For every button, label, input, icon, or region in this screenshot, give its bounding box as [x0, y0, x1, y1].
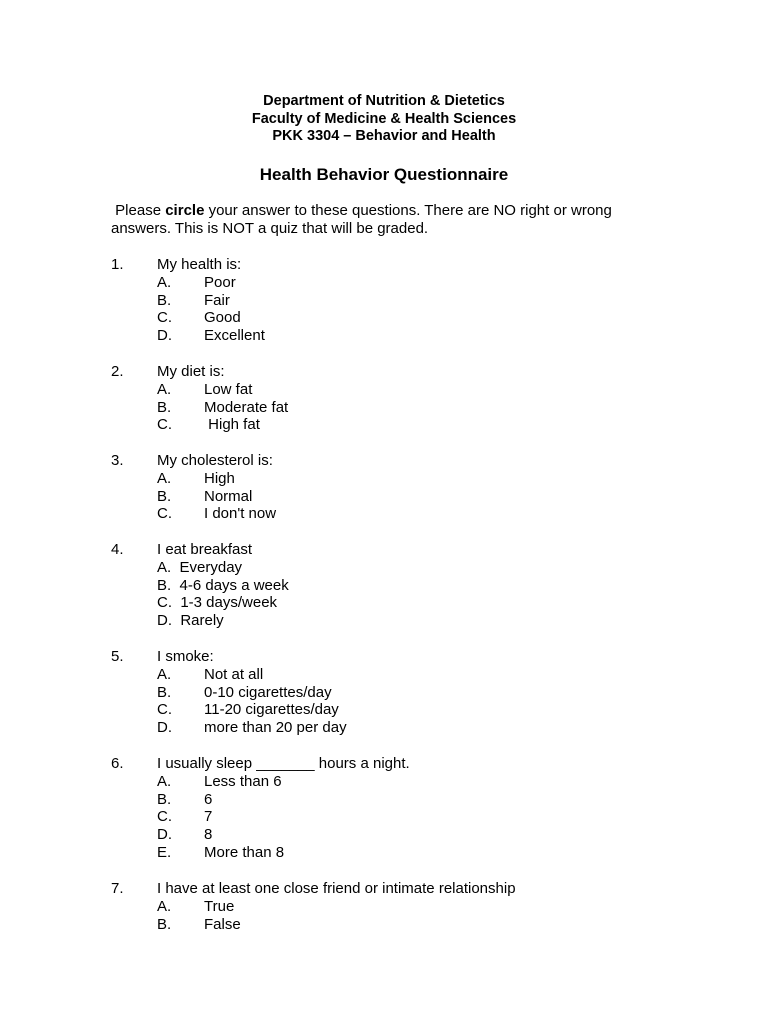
option-text: A. Everyday: [157, 558, 243, 576]
option-letter: C.: [157, 701, 172, 719]
question-6: [111, 755, 711, 862]
option-text: 0-10 cigarettes/day: [204, 683, 332, 701]
answer-option[interactable]: [111, 826, 711, 844]
option-letter: B.: [157, 683, 172, 701]
answer-option[interactable]: [111, 381, 711, 399]
option-letter: D.: [157, 719, 172, 737]
course-code: PKK 3304 – Behavior and Health: [272, 128, 496, 144]
option-text: Excellent: [204, 327, 265, 345]
option-letter: C.: [157, 505, 172, 523]
question-1: [111, 256, 711, 345]
answer-option[interactable]: [111, 791, 711, 809]
question-text: I eat breakfast: [157, 541, 253, 558]
option-text: 6: [204, 790, 213, 808]
option-text: High: [204, 469, 235, 487]
instructions-emphasis: circle: [165, 202, 205, 219]
instructions-line-2: answers. This is NOT a quiz that will be graded.: [111, 220, 429, 237]
option-text: Poor: [204, 273, 236, 291]
option-text: Good: [204, 309, 241, 327]
question-text: My diet is:: [157, 363, 225, 380]
option-letter: B.: [157, 291, 172, 309]
department-name: Department of Nutrition & Dietetics: [263, 93, 505, 109]
option-text: Less than 6: [204, 772, 282, 790]
option-text: True: [204, 897, 235, 915]
answer-option[interactable]: [111, 719, 711, 737]
option-letter: A.: [157, 469, 172, 487]
question-number: 1.: [111, 256, 124, 273]
instructions-text-end: your answer to these questions. There are NO right or wrong: [204, 202, 612, 219]
option-text: 11-20 cigarettes/day: [204, 701, 339, 719]
option-text: Not at all: [204, 665, 264, 683]
answer-option[interactable]: [111, 505, 711, 523]
answer-option[interactable]: [111, 399, 711, 417]
option-letter: A.: [157, 897, 172, 915]
question-3: [111, 452, 711, 523]
option-letter: C.: [157, 808, 172, 826]
question-header: [111, 880, 711, 898]
question-header: [111, 541, 711, 559]
option-text: Normal: [204, 487, 253, 505]
question-header: [111, 363, 711, 381]
question-header: [111, 452, 711, 470]
option-letter: B.: [157, 487, 172, 505]
option-letter: C.: [157, 416, 172, 434]
question-7: [111, 880, 711, 933]
question-header: [111, 755, 711, 773]
faculty-name: Faculty of Medicine & Health Sciences: [251, 110, 517, 127]
questionnaire-title: Health Behavior Questionnaire: [259, 165, 509, 184]
option-letter: B.: [157, 915, 172, 933]
question-text: I have at least one close friend or intimate relationship: [157, 880, 516, 897]
answer-option[interactable]: [111, 844, 711, 862]
answer-option[interactable]: [111, 916, 711, 934]
option-text: D. Rarely: [157, 612, 224, 630]
instructions-text-start: Please: [115, 202, 166, 219]
question-text: I smoke:: [157, 648, 214, 665]
option-letter: A.: [157, 772, 172, 790]
option-letter: B.: [157, 790, 172, 808]
option-text: Moderate fat: [204, 398, 289, 416]
answer-option[interactable]: [111, 808, 711, 826]
option-letter: D.: [157, 826, 172, 844]
option-text: I don't now: [204, 505, 277, 523]
instructions-line-1: [111, 202, 671, 220]
question-5: [111, 648, 711, 737]
instructions: [111, 202, 671, 238]
option-text: False: [204, 915, 241, 933]
question-text: My health is:: [157, 256, 242, 273]
option-text: Low fat: [204, 380, 253, 398]
answer-option[interactable]: [111, 666, 711, 684]
question-header: [111, 648, 711, 666]
answer-option[interactable]: [111, 309, 711, 327]
question-number: 7.: [111, 880, 124, 897]
answer-option[interactable]: [111, 274, 711, 292]
answer-option[interactable]: [111, 612, 711, 630]
answer-option[interactable]: [111, 416, 711, 434]
question-number: 3.: [111, 452, 124, 469]
option-text: more than 20 per day: [204, 719, 347, 737]
answer-option[interactable]: [111, 773, 711, 791]
answer-option[interactable]: [111, 577, 711, 595]
option-text: 7: [204, 808, 213, 826]
question-number: 5.: [111, 648, 124, 665]
answer-option[interactable]: [111, 292, 711, 310]
option-text: High fat: [204, 416, 260, 434]
option-letter: A.: [157, 273, 172, 291]
answer-option[interactable]: [111, 684, 711, 702]
option-text: Fair: [204, 291, 230, 309]
option-letter: B.: [157, 398, 172, 416]
option-letter: C.: [157, 309, 172, 327]
question-number: 4.: [111, 541, 124, 558]
answer-option[interactable]: [111, 488, 711, 506]
answer-option[interactable]: [111, 701, 711, 719]
option-text: C. 1-3 days/week: [157, 594, 278, 612]
question-header: [111, 256, 711, 274]
question-text: I usually sleep _______ hours a night.: [157, 755, 410, 772]
option-text: B. 4-6 days a week: [157, 576, 289, 594]
answer-option[interactable]: [111, 559, 711, 577]
answer-option[interactable]: [111, 327, 711, 345]
question-2: [111, 363, 711, 434]
question-4: [111, 541, 711, 630]
question-number: 6.: [111, 755, 124, 772]
option-letter: D.: [157, 327, 172, 345]
answer-option[interactable]: [111, 898, 711, 916]
option-text: More than 8: [204, 843, 285, 861]
option-letter: E.: [157, 843, 172, 861]
answer-option[interactable]: [111, 594, 711, 612]
answer-option[interactable]: [111, 470, 711, 488]
question-text: My cholesterol is:: [157, 452, 273, 469]
option-letter: A.: [157, 665, 172, 683]
option-text: 8: [204, 826, 213, 844]
option-letter: A.: [157, 380, 172, 398]
document-header: [0, 93, 768, 146]
question-number: 2.: [111, 363, 124, 380]
